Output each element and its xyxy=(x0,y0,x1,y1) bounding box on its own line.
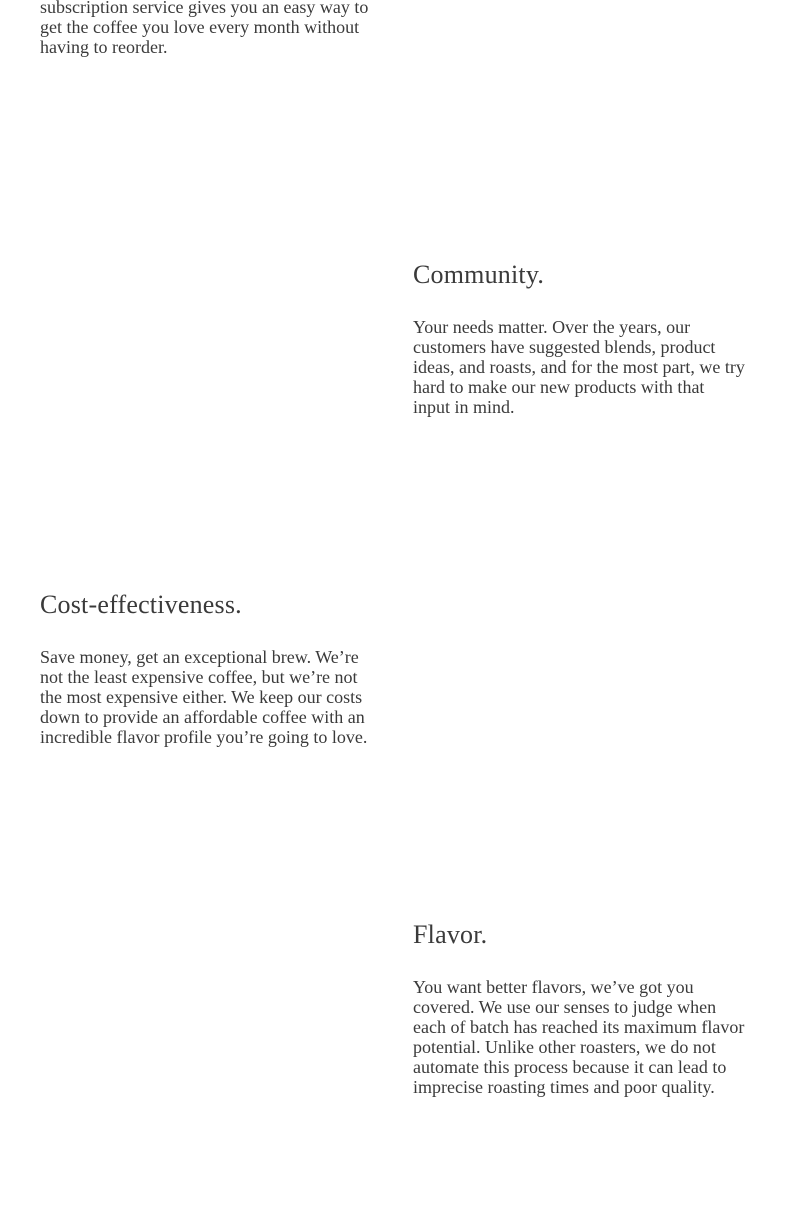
intro-section xyxy=(40,0,370,57)
feature-text: You want better flavors, we’ve got you covered. We use our senses to judge when each of batch has reached its maximum flavor potential. Unlike other roasters, we do not automate this process because it can lead to imprecise roasting times and poor quality. xyxy=(413,977,745,1097)
feature-title: Cost-effectiveness. xyxy=(40,590,242,619)
feature-title: Flavor. xyxy=(413,920,488,949)
feature-flavor xyxy=(413,920,748,1097)
feature-cost-effectiveness xyxy=(40,590,375,747)
feature-text: Your needs matter. Over the years, our customers have suggested blends, product ideas, and roasts, and for the most part, we try hard to make our new products with that input in mind. xyxy=(413,317,745,417)
feature-title: Community. xyxy=(413,260,545,289)
feature-community xyxy=(413,260,745,417)
feature-text: Save money, get an exceptional brew. We’re not the least expensive coffee, but we’re not the most expensive either. We keep our costs down to provide an affordable coffee with an incredible flavor profile you’re going to love. xyxy=(40,647,368,747)
intro-text: subscription service gives you an easy way to get the coffee you love every month without having to reorder. xyxy=(40,0,369,57)
